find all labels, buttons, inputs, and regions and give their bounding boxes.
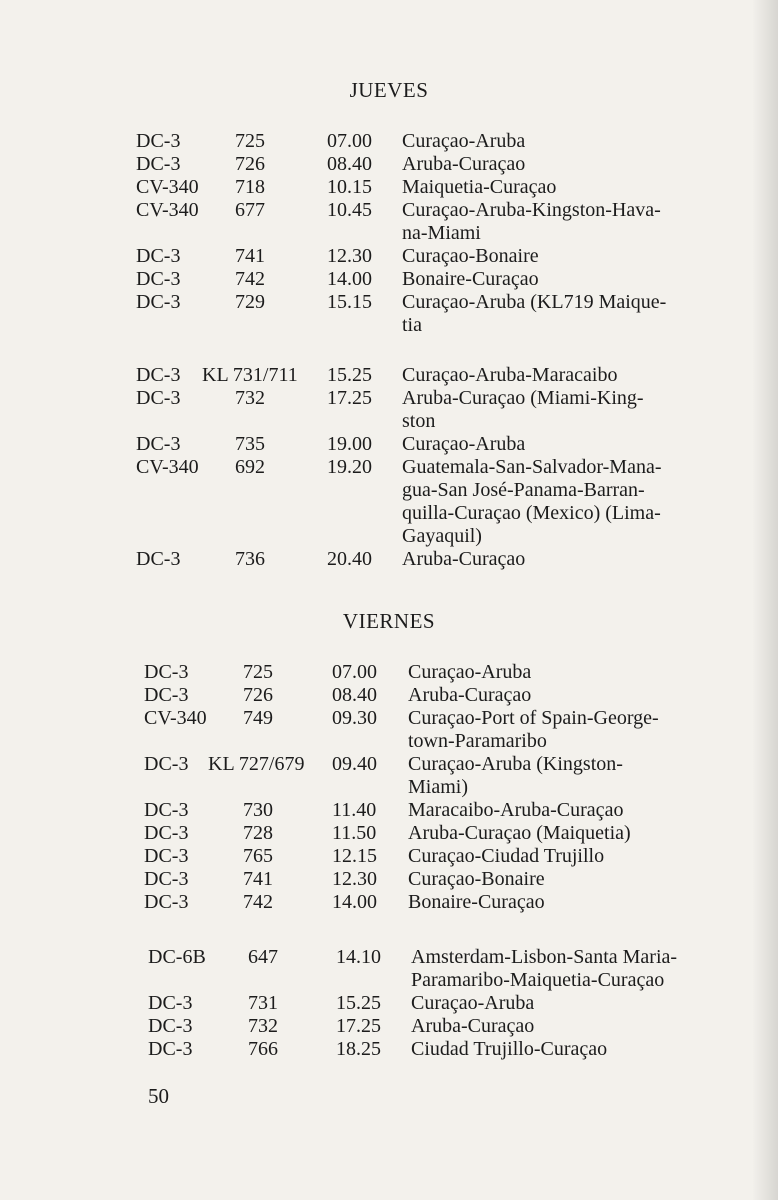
departure-time: 07.00: [332, 661, 377, 683]
route: Bonaire-Curaçao: [408, 891, 545, 913]
route-continued: ston: [402, 410, 436, 432]
departure-time: 07.00: [327, 130, 372, 152]
aircraft-type: DC-3: [136, 548, 181, 570]
aircraft-type: DC-3: [144, 822, 189, 844]
route: Curaçao-Aruba: [408, 661, 532, 683]
route: Curaçao-Aruba (KL719 Maique-: [402, 291, 667, 313]
flight-number: 732: [235, 387, 265, 409]
aircraft-type: DC-3: [136, 387, 181, 409]
route-continued: town-Paramaribo: [408, 730, 547, 752]
route: Aruba-Curaçao (Maiquetia): [408, 822, 631, 844]
route: Maracaibo-Aruba-Curaçao: [408, 799, 624, 821]
flight-number: 732: [248, 1015, 278, 1037]
page-number: 50: [148, 1084, 169, 1108]
flight-number: 647: [248, 946, 278, 968]
flight-number: KL 727/679: [208, 753, 305, 775]
departure-time: 15.15: [327, 291, 372, 313]
departure-time: 19.20: [327, 456, 372, 478]
departure-time: 10.45: [327, 199, 372, 221]
aircraft-type: CV-340: [144, 707, 207, 729]
flight-number: KL 731/711: [202, 364, 298, 386]
aircraft-type: CV-340: [136, 199, 199, 221]
route-continued: quilla-Curaçao (Mexico) (Lima-: [402, 502, 661, 524]
flight-number: 726: [243, 684, 273, 706]
flight-number: 741: [235, 245, 265, 267]
route: Amsterdam-Lisbon-Santa Maria-: [411, 946, 678, 968]
aircraft-type: DC-3: [148, 992, 193, 1014]
flight-number: 692: [235, 456, 265, 478]
flight-number: 726: [235, 153, 265, 175]
aircraft-type: DC-3: [144, 684, 189, 706]
departure-time: 15.25: [336, 992, 381, 1014]
aircraft-type: DC-3: [144, 753, 189, 775]
flight-number: 728: [243, 822, 273, 844]
aircraft-type: DC-3: [144, 799, 189, 821]
departure-time: 12.30: [332, 868, 377, 890]
aircraft-type: DC-3: [136, 268, 181, 290]
aircraft-type: DC-3: [136, 245, 181, 267]
route-continued: na-Miami: [402, 222, 481, 244]
aircraft-type: CV-340: [136, 456, 199, 478]
route: Aruba-Curaçao (Miami-King-: [402, 387, 644, 409]
route-continued: tia: [402, 314, 422, 336]
departure-time: 14.10: [336, 946, 381, 968]
departure-time: 08.40: [332, 684, 377, 706]
aircraft-type: DC-3: [136, 364, 181, 386]
departure-time: 15.25: [327, 364, 372, 386]
flight-number: 729: [235, 291, 265, 313]
route: Curaçao-Aruba-Maracaibo: [402, 364, 618, 386]
departure-time: 20.40: [327, 548, 372, 570]
flight-number: 735: [235, 433, 265, 455]
departure-time: 19.00: [327, 433, 372, 455]
departure-time: 14.00: [332, 891, 377, 913]
departure-time: 12.15: [332, 845, 377, 867]
route-continued: Gayaquil): [402, 525, 482, 547]
aircraft-type: DC-3: [136, 130, 181, 152]
flight-number: 677: [235, 199, 265, 221]
departure-time: 17.25: [336, 1015, 381, 1037]
flight-number: 725: [235, 130, 265, 152]
flight-number: 742: [243, 891, 273, 913]
section-heading-jueves: JUEVES: [349, 78, 429, 102]
aircraft-type: CV-340: [136, 176, 199, 198]
route: Curaçao-Aruba: [402, 433, 526, 455]
departure-time: 17.25: [327, 387, 372, 409]
route: Curaçao-Aruba: [411, 992, 535, 1014]
departure-time: 11.50: [332, 822, 377, 844]
departure-time: 08.40: [327, 153, 372, 175]
route: Curaçao-Aruba: [402, 130, 526, 152]
route: Aruba-Curaçao: [408, 684, 532, 706]
departure-time: 18.25: [336, 1038, 381, 1060]
route: Aruba-Curaçao: [411, 1015, 535, 1037]
aircraft-type: DC-3: [136, 433, 181, 455]
flight-number: 736: [235, 548, 265, 570]
aircraft-type: DC-3: [144, 868, 189, 890]
route: Curaçao-Bonaire: [408, 868, 545, 890]
aircraft-type: DC-6B: [148, 946, 206, 968]
route: Curaçao-Port of Spain-George-: [408, 707, 659, 729]
route: Ciudad Trujillo-Curaçao: [411, 1038, 608, 1060]
route-continued: Miami): [408, 776, 468, 798]
flight-number: 741: [243, 868, 273, 890]
route: Maiquetia-Curaçao: [402, 176, 557, 198]
aircraft-type: DC-3: [136, 291, 181, 313]
aircraft-type: DC-3: [148, 1038, 193, 1060]
route: Aruba-Curaçao: [402, 548, 526, 570]
flight-number: 765: [243, 845, 273, 867]
flight-number: 731: [248, 992, 278, 1014]
flight-number: 718: [235, 176, 265, 198]
aircraft-type: DC-3: [144, 661, 189, 683]
route: Curaçao-Bonaire: [402, 245, 539, 267]
route: Aruba-Curaçao: [402, 153, 526, 175]
aircraft-type: DC-3: [136, 153, 181, 175]
departure-time: 09.40: [332, 753, 377, 775]
flight-number: 749: [243, 707, 273, 729]
route-continued: Paramaribo-Maiquetia-Curaçao: [411, 969, 665, 991]
departure-time: 09.30: [332, 707, 377, 729]
route: Bonaire-Curaçao: [402, 268, 539, 290]
departure-time: 14.00: [327, 268, 372, 290]
route-continued: gua-San José-Panama-Barran-: [402, 479, 645, 501]
flight-number: 725: [243, 661, 273, 683]
flight-number: 766: [248, 1038, 278, 1060]
flight-number: 742: [235, 268, 265, 290]
departure-time: 11.40: [332, 799, 377, 821]
aircraft-type: DC-3: [144, 845, 189, 867]
aircraft-type: DC-3: [144, 891, 189, 913]
aircraft-type: DC-3: [148, 1015, 193, 1037]
route: Curaçao-Aruba (Kingston-: [408, 753, 623, 775]
flight-number: 730: [243, 799, 273, 821]
section-heading-viernes: VIERNES: [342, 609, 436, 633]
route: Curaçao-Aruba-Kingston-Hava-: [402, 199, 661, 221]
route: Guatemala-San-Salvador-Mana-: [402, 456, 662, 478]
route: Curaçao-Ciudad Trujillo: [408, 845, 605, 867]
departure-time: 12.30: [327, 245, 372, 267]
departure-time: 10.15: [327, 176, 372, 198]
